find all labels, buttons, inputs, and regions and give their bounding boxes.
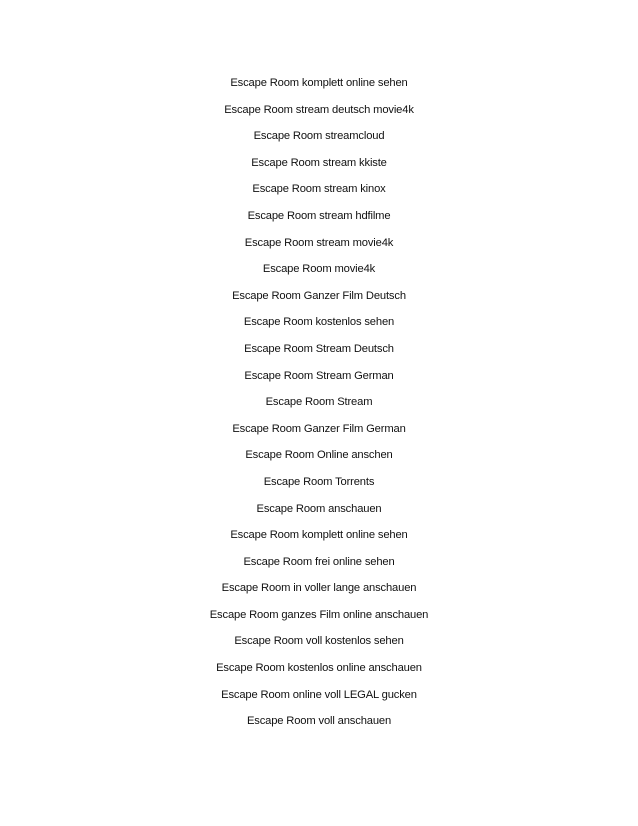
text-line: Escape Room Online anschen: [245, 449, 393, 462]
text-line: Escape Room Ganzer Film German: [232, 422, 406, 435]
text-line: Escape Room Stream German: [244, 369, 394, 382]
text-line: Escape Room voll anschauen: [246, 715, 392, 728]
text-line: Escape Room voll kostenlos sehen: [234, 635, 404, 648]
text-line: Escape Room Ganzer Film Deutsch: [232, 289, 406, 302]
text-lines: [0, 70, 638, 735]
text-line: Escape Room movie4k: [262, 263, 376, 276]
text-line: Escape Room Torrents: [263, 475, 375, 488]
text-line: Escape Room in voller lange anschauen: [221, 582, 417, 595]
text-line: Escape Room ganzes Film online anschauen: [209, 608, 429, 621]
text-line: Escape Room komplett online sehen: [230, 529, 408, 542]
text-line: Escape Room Stream Deutsch: [244, 342, 394, 355]
text-line: Escape Room anschauen: [256, 502, 382, 515]
text-line: Escape Room frei online sehen: [243, 555, 395, 568]
text-line: Escape Room stream kkiste: [251, 156, 387, 169]
text-line: Escape Room online voll LEGAL gucken: [221, 688, 417, 701]
text-line: Escape Room streamcloud: [253, 130, 385, 143]
text-line: Escape Room kostenlos sehen: [243, 316, 395, 329]
text-line: Escape Room stream kinox: [252, 183, 386, 196]
text-line: Escape Room stream hdfilme: [247, 209, 391, 222]
text-line: Escape Room stream deutsch movie4k: [224, 103, 414, 116]
text-line: Escape Room Stream: [265, 396, 373, 409]
text-line: Escape Room stream movie4k: [244, 236, 394, 249]
text-line: Escape Room kostenlos online anschauen: [216, 662, 422, 675]
text-line: Escape Room komplett online sehen: [230, 77, 408, 89]
